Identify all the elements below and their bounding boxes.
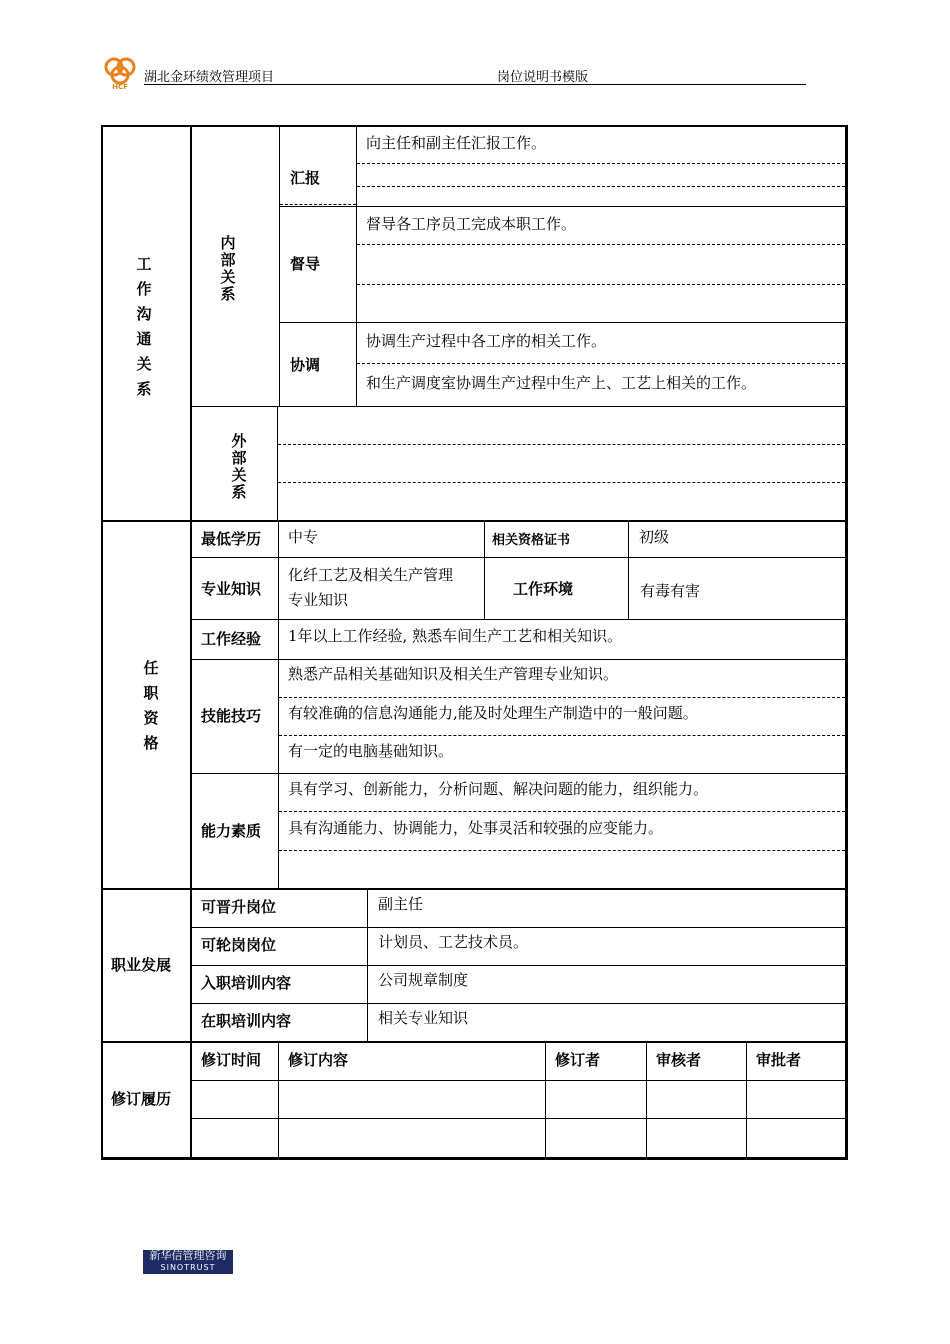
divider — [279, 735, 845, 736]
divider — [484, 521, 485, 619]
internal-relations-label: 内部关系 — [220, 234, 236, 303]
divider — [278, 1042, 279, 1158]
divider — [357, 363, 845, 364]
divider — [279, 127, 280, 407]
divider — [280, 206, 845, 207]
divider — [103, 1041, 845, 1043]
revision-header: 修订内容 — [288, 1051, 349, 1069]
environment-value: 有毒有害 — [640, 582, 701, 600]
career-label: 在职培训内容 — [201, 1012, 292, 1030]
divider — [280, 322, 845, 323]
skill-item: 有一定的电脑基础知识。 — [288, 742, 454, 760]
ability-label: 能力素质 — [201, 822, 262, 840]
environment-label: 工作环境 — [513, 580, 574, 598]
knowledge-value-2: 专业知识 — [288, 591, 349, 609]
divider — [356, 127, 357, 407]
divider — [628, 521, 629, 619]
experience-label: 工作经验 — [201, 630, 262, 648]
footer-logo — [143, 1250, 233, 1274]
career-label: 入职培训内容 — [201, 974, 292, 992]
career-value: 计划员、工艺技术员。 — [378, 933, 529, 951]
document-title: 岗位说明书模版 — [497, 70, 589, 85]
divider — [191, 619, 845, 620]
divider — [191, 965, 845, 966]
divider — [191, 773, 845, 774]
coordinate-text-2: 和生产调度室协调生产过程中生产上、工艺上相关的工作。 — [366, 374, 757, 392]
divider — [646, 1042, 647, 1158]
divider — [278, 521, 279, 888]
project-name: 湖北金环绩效管理项目 — [144, 70, 275, 85]
education-value: 中专 — [288, 528, 319, 546]
report-text: 向主任和副主任汇报工作。 — [366, 134, 547, 152]
section-label-career: 职业发展 — [111, 956, 172, 974]
experience-value: 1年以上工作经验, 熟悉车间生产工艺和相关知识。 — [288, 627, 623, 645]
revision-header: 修订时间 — [201, 1051, 262, 1069]
divider — [103, 888, 845, 890]
divider — [279, 697, 845, 698]
career-value: 公司规章制度 — [378, 971, 469, 989]
divider — [191, 1003, 845, 1004]
knowledge-label: 专业知识 — [201, 580, 262, 598]
report-label: 汇报 — [290, 169, 321, 187]
coordinate-text-1: 协调生产过程中各工序的相关工作。 — [366, 332, 607, 350]
ability-item: 具有沟通能力、协调能力，处事灵活和较强的应变能力。 — [288, 819, 664, 837]
divider — [545, 1042, 546, 1158]
knowledge-value-1: 化纤工艺及相关生产管理 — [288, 566, 454, 584]
divider — [191, 659, 845, 660]
divider — [278, 482, 845, 483]
divider — [746, 1042, 747, 1158]
header-rule — [144, 84, 806, 85]
revision-header: 审核者 — [656, 1051, 702, 1069]
divider — [191, 557, 845, 558]
divider — [357, 244, 845, 245]
divider — [280, 204, 356, 205]
divider — [357, 186, 845, 187]
external-relations-label: 外部关系 — [231, 432, 247, 501]
career-label: 可轮岗岗位 — [201, 936, 277, 954]
divider — [191, 406, 845, 407]
divider — [103, 520, 845, 522]
svg-text:HCF: HCF — [112, 83, 128, 91]
divider — [277, 407, 278, 520]
career-label: 可晋升岗位 — [201, 898, 277, 916]
coordinate-label: 协调 — [290, 356, 321, 374]
revision-header: 修订者 — [555, 1051, 601, 1069]
skill-item: 有较准确的信息沟通能力,能及时处理生产制造中的一般问题。 — [288, 704, 698, 722]
divider — [278, 444, 845, 445]
section-label-revision: 修订履历 — [111, 1090, 172, 1108]
divider — [279, 811, 845, 812]
footer-logo-cn: 新华信管理咨询 — [149, 1249, 227, 1262]
career-value: 副主任 — [378, 895, 424, 913]
revision-header: 审批者 — [756, 1051, 802, 1069]
supervise-text: 督导各工序员工完成本职工作。 — [366, 215, 577, 233]
cert-value: 初级 — [639, 528, 670, 546]
footer-logo-en: SINOTRUST — [160, 1263, 216, 1272]
education-label: 最低学历 — [201, 530, 262, 548]
section-label-qualifications: 任职资格 — [143, 659, 159, 752]
cert-label: 相关资格证书 — [492, 533, 571, 548]
ability-item: 具有学习、创新能力，分析问题、解决问题的能力，组织能力。 — [288, 780, 709, 798]
skill-item: 熟悉产品相关基础知识及相关生产管理专业知识。 — [288, 665, 619, 683]
divider — [357, 163, 845, 164]
divider — [191, 927, 845, 928]
divider — [357, 284, 845, 285]
divider — [279, 850, 845, 851]
section-label-communication: 工作沟通关系 — [136, 255, 152, 398]
supervise-label: 督导 — [290, 255, 321, 273]
career-value: 相关专业知识 — [378, 1009, 469, 1027]
company-logo — [100, 55, 140, 91]
skills-label: 技能技巧 — [201, 707, 262, 725]
